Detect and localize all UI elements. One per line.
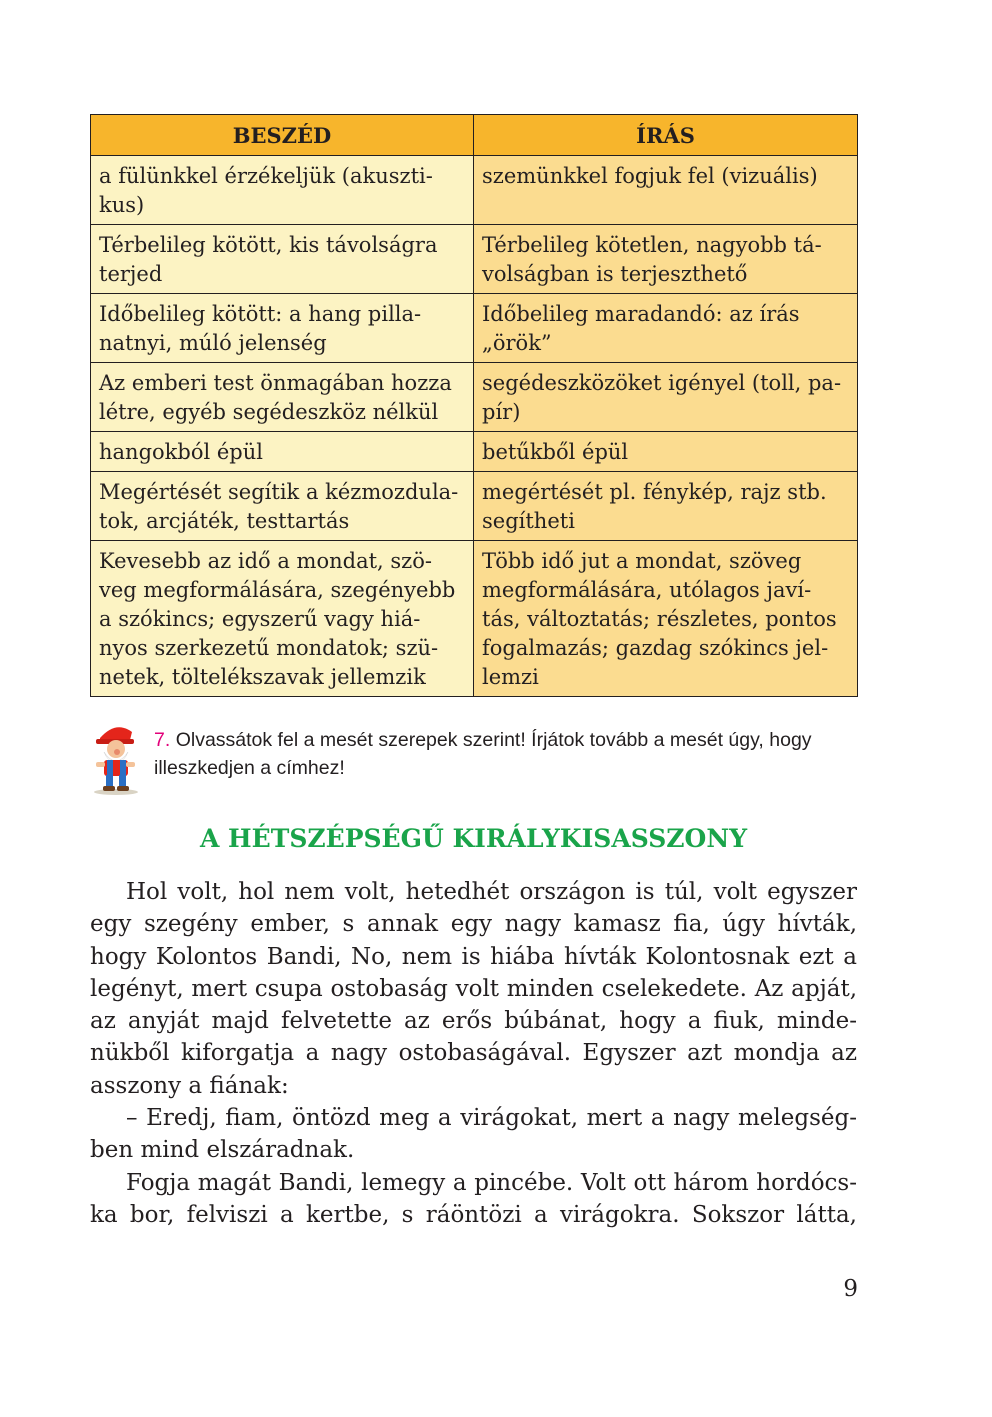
story-line: egy szegény ember, s annak egy nagy kamasz fia, úgy hívták, [90,911,857,938]
table-row [91,363,858,432]
cell-text-line: Térbelileg kötött, kis távolságra [99,233,438,257]
cell-text-line: segédeszközöket igényel (toll, pa- [482,371,842,395]
story-body [90,876,857,1231]
cell-text-line: létre, egyéb segédeszköz nélkül [99,400,439,424]
table-row [91,294,858,363]
gnome-icon [86,718,148,796]
writing-cell [474,432,858,472]
cell-text-line: segítheti [482,509,575,533]
writing-cell [474,225,858,294]
cell-text-line: veg megformálására, szegényebb [99,578,456,602]
cell-text-line: Időbelileg maradandó: az írás [482,302,800,326]
table-row [91,541,858,697]
story-line: hogy Kolontos Bandi, No, nem is hiába hívták Kolontosnak ezt a [90,943,857,970]
cell-text-line: kus) [99,193,145,217]
cell-text-line: betűkből épül [482,440,629,464]
speech-cell [91,294,474,363]
header-writing: ÍRÁS [474,115,858,156]
cell-text-line: volságban is terjeszthető [482,262,748,286]
story-line: – Eredj, fiam, öntözd meg a virágokat, mert a nagy melegség- [126,1105,857,1132]
speech-cell [91,363,474,432]
writing-cell [474,156,858,225]
table-header-row [91,115,858,156]
cell-text-line: hangokból épül [99,440,263,464]
cell-text-line: Térbelileg kötetlen, nagyobb tá- [482,233,822,257]
writing-cell [474,472,858,541]
table-body [91,156,858,697]
story-line: az anyját majd felvetette az erős búbánat, hogy a fiuk, minde- [90,1008,857,1035]
cell-text-line: pír) [482,400,521,424]
story-line: Hol volt, hol nem volt, hetedhét országon is túl, volt egyszer [126,879,857,905]
cell-text-line: tok, arcjáték, testtartás [99,509,350,533]
cell-text-line: terjed [99,262,163,286]
header-speech: BESZÉD [91,115,474,156]
task-number: 7. [154,729,171,751]
story-title: A HÉTSZÉPSÉGŰ KIRÁLYKISASSZONY [199,824,748,853]
story-line: asszony a fiának: [90,1072,289,1099]
table-row [91,225,858,294]
story-line: Fogja magát Bandi, lemegy a pincébe. Volt ott három hordócs- [126,1169,857,1196]
cell-text-line: fogalmazás; gazdag szókincs jel- [482,636,829,660]
writing-cell [474,363,858,432]
cell-text-line: natnyi, múló jelenség [99,331,327,355]
table-row [91,432,858,472]
story-line: nükből kiforgatja a nagy ostobaságával. Egyszer azt mondja az [90,1040,857,1067]
cell-text-line: Kevesebb az idő a mondat, szö- [99,549,432,573]
cell-text-line: Több idő jut a mondat, szöveg [482,549,802,573]
cell-text-line: Az emberi test önmagában hozza [99,371,452,395]
speech-cell [91,472,474,541]
page-number: 9 [843,1276,858,1302]
comparison-table [90,114,858,697]
cell-text-line: „örök” [482,331,552,355]
cell-text-line: tás, változtatás; részletes, pontos [482,607,837,631]
cell-text-line: lemzi [482,665,539,689]
cell-text-line: Megértését segítik a kézmozdula- [99,480,459,504]
cell-text-line: nyos szerkezetű mondatok; szü- [99,636,439,660]
cell-text-line: Időbelileg kötött: a hang pilla- [99,302,422,326]
task-text: Olvassátok fel a mesét szerepek szerint! Írjátok tovább a mesét úgy, hogy illeszkedjen a címhez! [154,729,812,779]
cell-text-line: netek, töltelékszavak jellemzik [99,665,426,689]
cell-text-line: a szókincs; egyszerű vagy hiá- [99,607,421,631]
table-row [91,156,858,225]
story-line: legényt, mert csupa ostobaság volt minden cselekedete. Az apját, [90,975,857,1002]
speech-cell [91,156,474,225]
cell-text-line: a fülünkkel érzékeljük (akuszti- [99,164,433,188]
task-instruction [154,726,858,782]
writing-cell [474,541,858,697]
speech-cell [91,541,474,697]
speech-cell [91,225,474,294]
story-line: ben mind elszáradnak. [90,1137,355,1164]
cell-text-line: szemünkkel fogjuk fel (vizuális) [482,164,818,188]
table-row [91,472,858,541]
speech-cell [91,432,474,472]
story-line: ka bor, felviszi a kertbe, s ráöntözi a virágokra. Sokszor látta, [90,1201,857,1228]
cell-text-line: megértését pl. fénykép, rajz stb. [482,480,827,504]
cell-text-line: megformálására, utólagos javí- [482,578,812,602]
writing-cell [474,294,858,363]
